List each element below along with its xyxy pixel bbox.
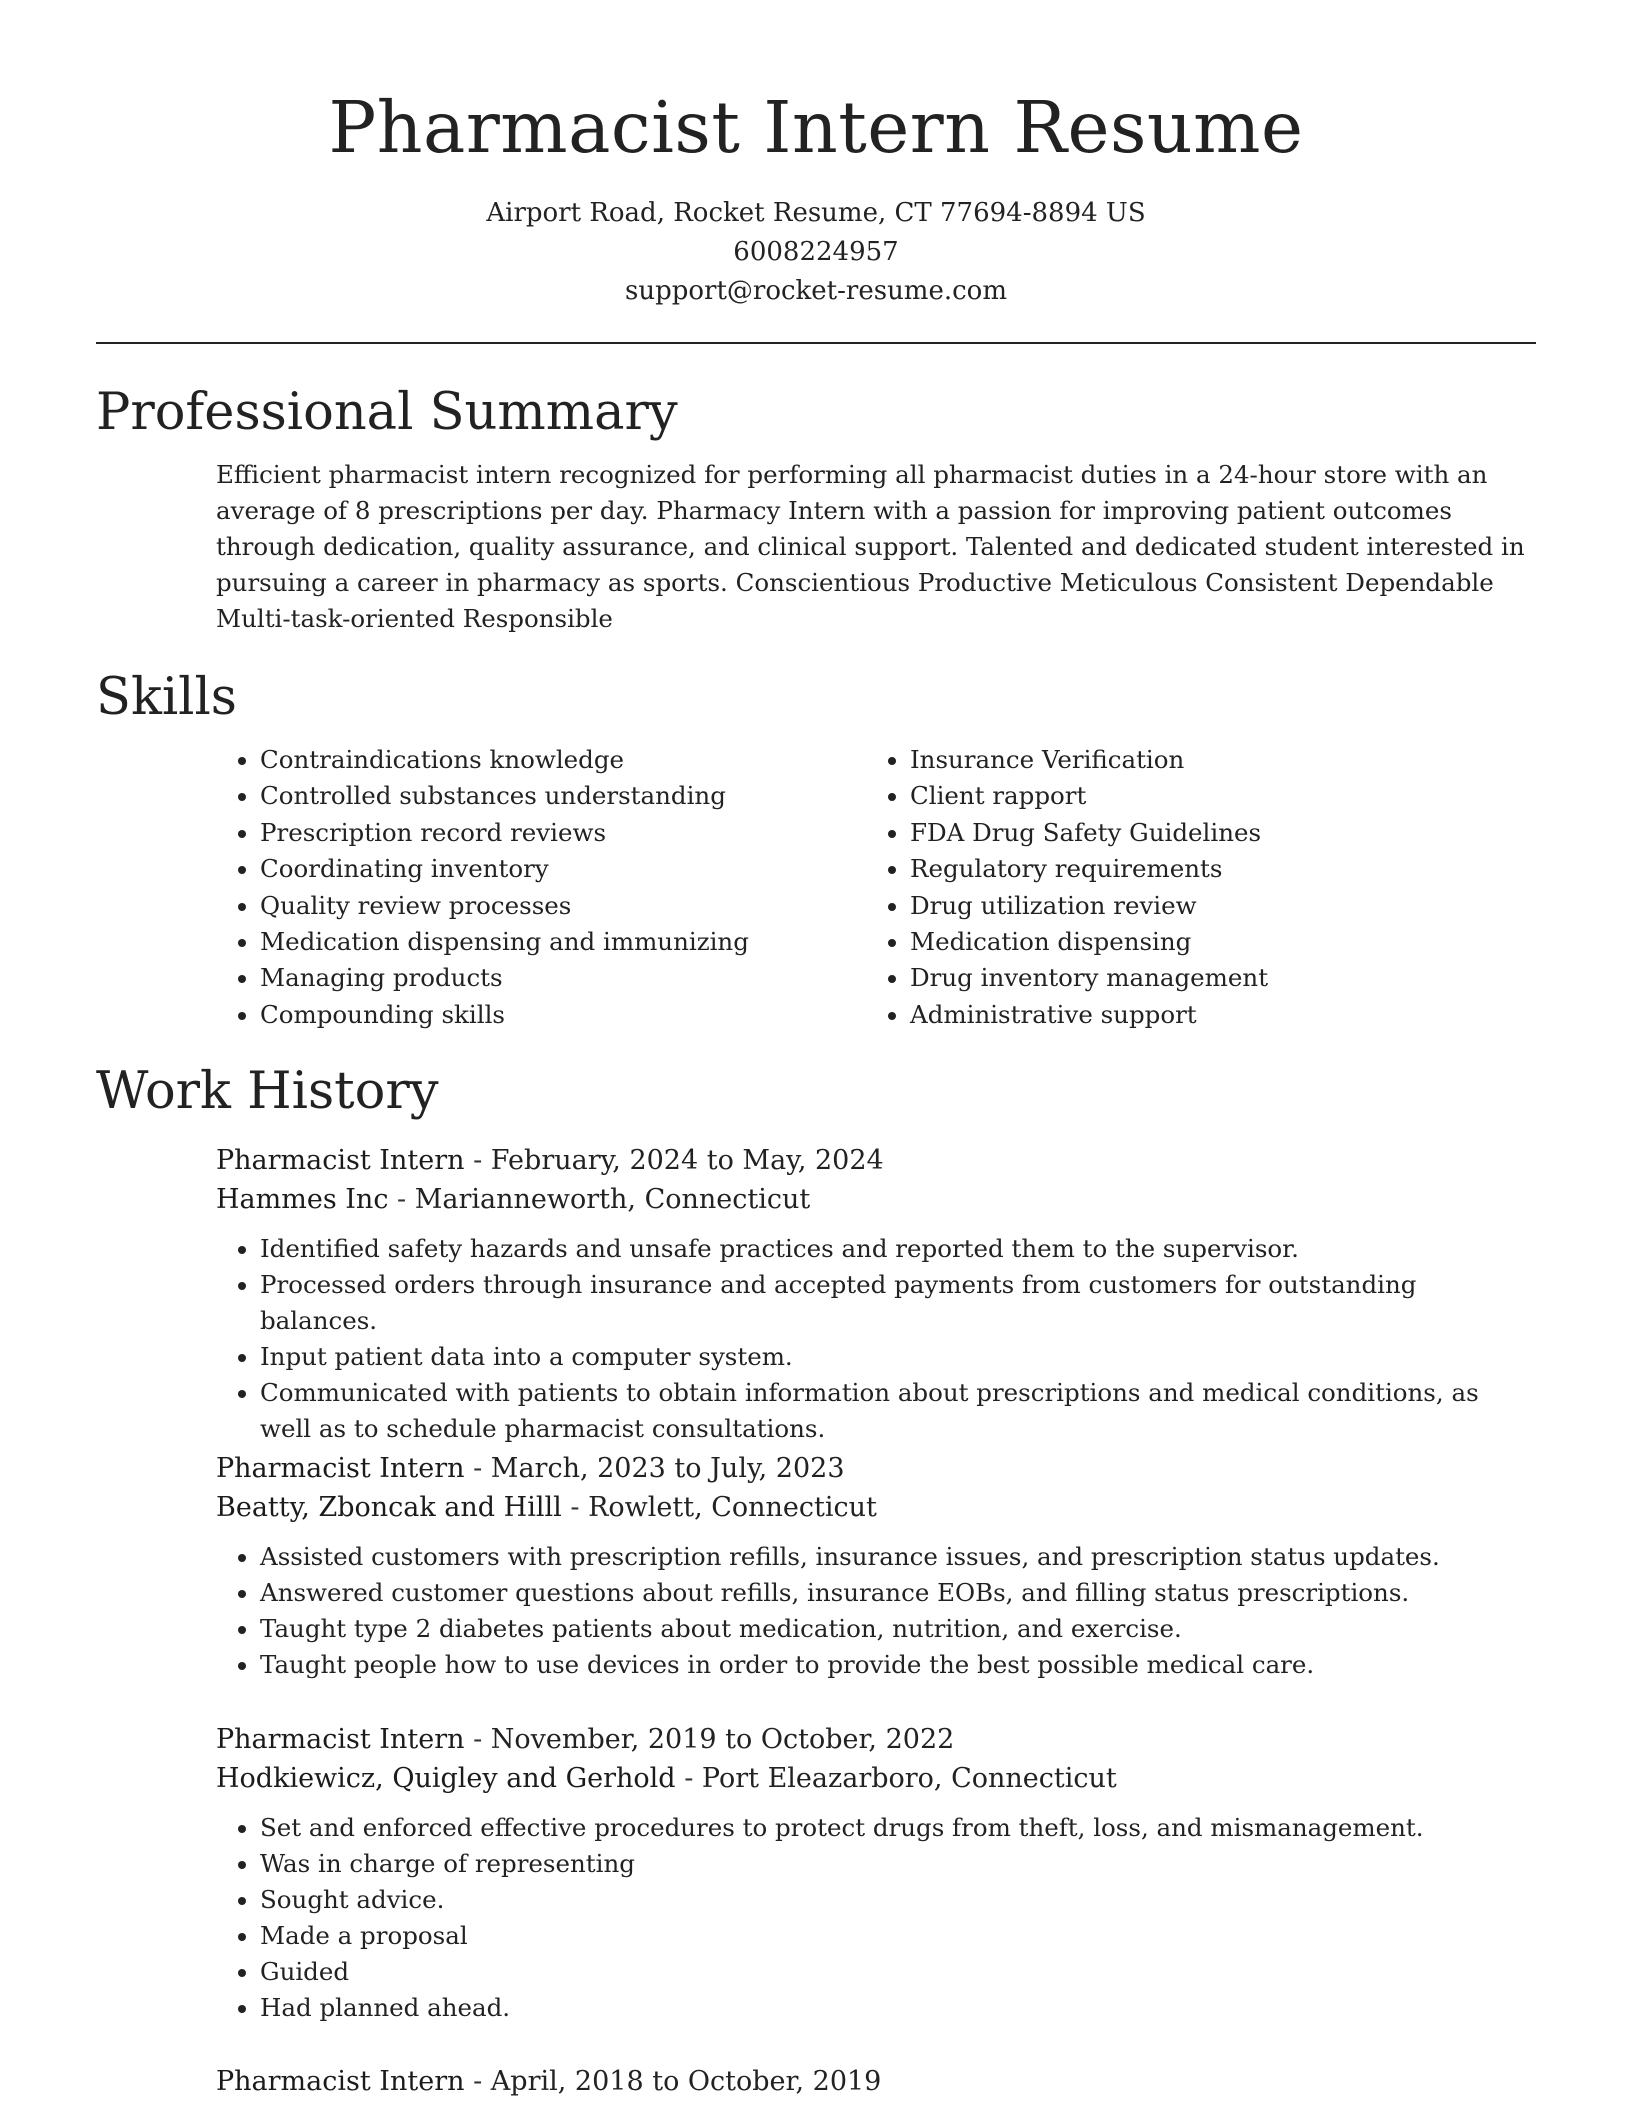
job-bullet: • Was in charge of representing [260, 1846, 1536, 1882]
job-bullets [216, 1539, 1536, 1683]
work-history-title: Work History [96, 1062, 439, 1121]
job-dates: November, 2019 to October, 2022 [490, 1724, 955, 1755]
job-role: Pharmacist Intern [216, 1453, 465, 1484]
job-bullet: • Sought advice. [260, 1882, 1536, 1918]
skill-item: • Administrative support [910, 997, 1510, 1033]
job-company-line [216, 1488, 1536, 1527]
job-role: Pharmacist Intern [216, 1145, 465, 1176]
separator: - [570, 1492, 589, 1523]
skill-item: • Coordinating inventory [260, 851, 866, 887]
email-text: support@rocket-resume.com [624, 276, 1007, 306]
separator: - [684, 1763, 702, 1794]
job-bullet: • Guided [260, 1954, 1536, 1990]
job-bullet: • Input patient data into a computer system. [260, 1339, 1536, 1375]
job-role-line [216, 1720, 1536, 1759]
address-text: Airport Road, Rocket Resume, CT 77694-8894 US [486, 198, 1146, 228]
skill-item: • Quality review processes [260, 888, 866, 924]
separator: - [473, 1145, 491, 1176]
job-block [216, 2062, 1536, 2101]
job-location: Marianneworth, Connecticut [414, 1184, 811, 1215]
skill-item: • Medication dispensing [910, 924, 1510, 960]
job-role-line [216, 1141, 1536, 1180]
job-bullet: • Processed orders through insurance and accepted payments from customers for outstanding balances. [260, 1267, 1536, 1339]
job-bullet: • Communicated with patients to obtain information about prescriptions and medical conditions, as well as to schedule pharmacist consultations. [260, 1375, 1536, 1447]
separator: - [473, 2066, 491, 2097]
work-history-section [96, 1062, 1536, 1122]
resume-header [0, 0, 1632, 311]
job-bullets [216, 1810, 1536, 2026]
separator: - [473, 1724, 491, 1755]
job-role-line [216, 1449, 1536, 1488]
job-company-line [216, 1759, 1536, 1798]
job-bullets [216, 1231, 1536, 1447]
job-entry [96, 2062, 1536, 2101]
summary-text: Efficient pharmacist intern recognized for performing all pharmacist duties in a 24-hour store with an average of 8 prescriptions per day. Pharmacy Intern with a passion for improving patient outcomes through dedication, quality assurance, and clinical support. Talented and dedicated student interested in pursuing a career in pharmacy as sports. Conscientious Productive Meticulous Consistent Dependable Multi-task-oriented Responsible [216, 460, 1525, 633]
phone-text: 6008224957 [733, 237, 899, 267]
job-entry [96, 1141, 1536, 1447]
job-company: Beatty, Zboncak and Hilll [216, 1492, 562, 1523]
job-entry [96, 1449, 1536, 1683]
job-bullet: • Made a proposal [260, 1918, 1536, 1954]
job-role: Pharmacist Intern [216, 2066, 465, 2097]
skill-item: • Drug utilization review [910, 888, 1510, 924]
job-role: Pharmacist Intern [216, 1724, 465, 1755]
job-block [216, 1449, 1536, 1683]
separator: - [473, 1453, 491, 1484]
job-dates: February, 2024 to May, 2024 [490, 1145, 884, 1176]
job-company-line [216, 1180, 1536, 1219]
skill-item: • Drug inventory management [910, 960, 1510, 996]
separator: - [397, 1184, 415, 1215]
job-block [216, 1141, 1536, 1447]
skill-item: • Regulatory requirements [910, 851, 1510, 887]
job-company: Hodkiewicz, Quigley and Gerhold [216, 1763, 676, 1794]
skills-list-left [216, 742, 866, 1033]
skill-item: • Client rapport [910, 778, 1510, 814]
job-bullet: • Answered customer questions about refills, insurance EOBs, and filling status prescriptions. [260, 1575, 1536, 1611]
job-bullet: • Identified safety hazards and unsafe practices and reported them to the supervisor. [260, 1231, 1536, 1267]
skill-item: • Contraindications knowledge [260, 742, 866, 778]
job-dates: April, 2018 to October, 2019 [490, 2066, 882, 2097]
job-dates: March, 2023 to July, 2023 [490, 1453, 845, 1484]
job-bullet: • Set and enforced effective procedures to protect drugs from theft, loss, and mismanagement. [260, 1810, 1536, 1846]
job-location: Rowlett, Connecticut [588, 1492, 877, 1523]
resume-title: Pharmacist Intern Resume [328, 86, 1304, 169]
skill-item: • Medication dispensing and immunizing [260, 924, 866, 960]
skill-item: • Controlled substances understanding [260, 778, 866, 814]
job-bullet: • Had planned ahead. [260, 1990, 1536, 2026]
job-role-line [216, 2062, 1536, 2101]
skills-list-right [866, 742, 1510, 1033]
job-company: Hammes Inc [216, 1184, 389, 1215]
skills-section [96, 668, 1536, 1033]
job-location: Port Eleazarboro, Connecticut [701, 1763, 1117, 1794]
job-bullet: • Taught type 2 diabetes patients about medication, nutrition, and exercise. [260, 1611, 1536, 1647]
contact-info [0, 194, 1632, 311]
job-bullet: • Assisted customers with prescription refills, insurance issues, and prescription status updates. [260, 1539, 1536, 1575]
job-entry [96, 1720, 1536, 2026]
job-bullet: • Taught people how to use devices in order to provide the best possible medical care. [260, 1647, 1536, 1683]
job-block [216, 1720, 1536, 2026]
skills-columns [216, 742, 1536, 1033]
summary-title: Professional Summary [96, 383, 678, 442]
header-divider [96, 342, 1536, 344]
summary-section [96, 383, 1536, 637]
skills-title: Skills [96, 668, 237, 727]
skill-item: • Prescription record reviews [260, 815, 866, 851]
skill-item: • FDA Drug Safety Guidelines [910, 815, 1510, 851]
skill-item: • Insurance Verification [910, 742, 1510, 778]
skill-item: • Managing products [260, 960, 866, 996]
skill-item: • Compounding skills [260, 997, 866, 1033]
